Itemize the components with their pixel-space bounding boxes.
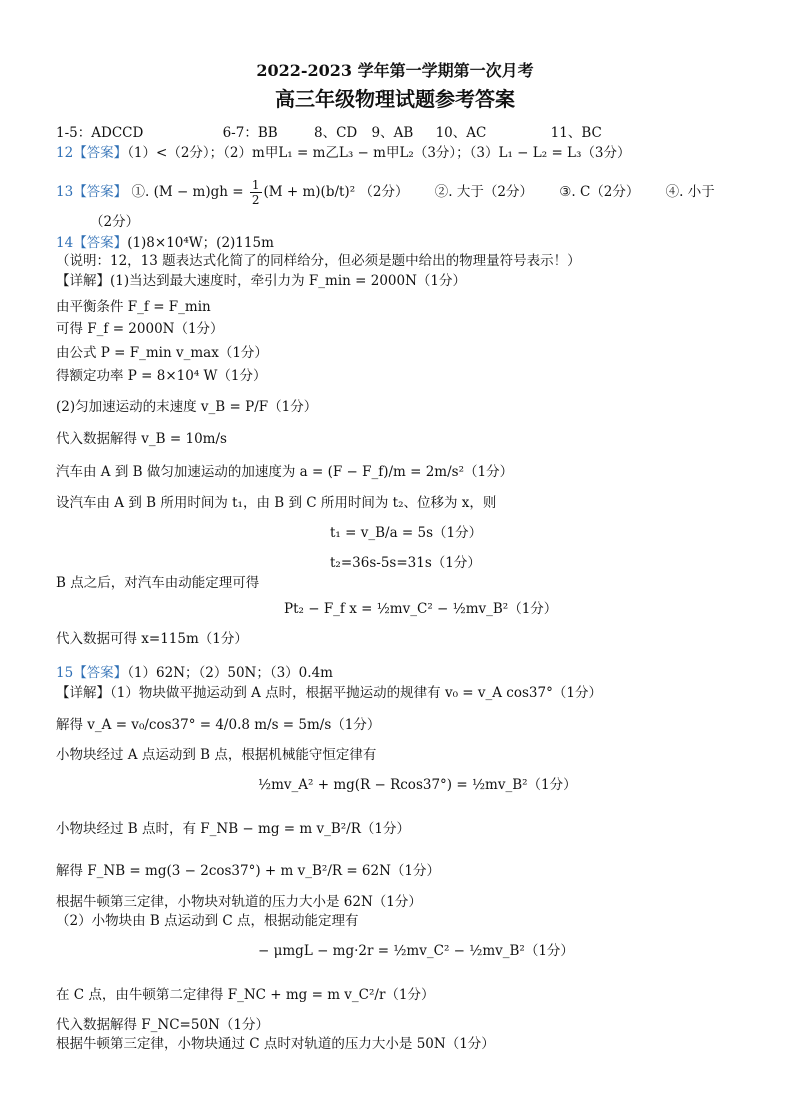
q12-text: （1）<（2分）；（2）m甲L₁ = m乙L₃ − m甲L₂（3分）；（3）L₁ − L₂ = L₃（3分） xyxy=(127,145,631,161)
q15-line: 代入数据解得 F_NC=50N（1分） xyxy=(56,1017,269,1033)
q14-line: 由平衡条件 F_f = F_min xyxy=(56,299,211,315)
q15-answer xyxy=(56,664,333,682)
mc-9: 9、AB xyxy=(371,125,414,141)
q15-line: 解得 F_NB = mg(3 − 2cos37°) + m v_B²/R = 62N（1分） xyxy=(56,863,441,879)
q13-tag: 【答案】 xyxy=(73,184,128,200)
mc-1-5: 1-5：ADCCD xyxy=(56,125,144,141)
q15-line: 根据牛顿第三定律，小物块对轨道的压力大小是 62N（1分） xyxy=(56,894,422,910)
q15-line: 【详解】（1）物块做平抛运动到 A 点时，根据平抛运动的规律有 v₀ = v_A cos37°（1分） xyxy=(56,685,602,701)
mc-11: 11、BC xyxy=(550,125,602,141)
q15-tag: 【答案】 xyxy=(73,665,128,681)
q14-line: t₁ = v_B/a = 5s（1分） xyxy=(330,525,483,541)
q14-line: (2)匀加速运动的末速度 v_B = P/F（1分） xyxy=(56,399,318,415)
q14-line: 【详解】(1)当达到最大速度时，牵引力为 F_min = 2000N（1分） xyxy=(56,273,466,289)
q14-line: 得额定功率 P = 8×10⁴ W（1分） xyxy=(56,368,267,384)
doc-subtitle: 高三年级物理试题参考答案 xyxy=(275,87,515,111)
q14-line: B 点之后，对汽车由动能定理可得 xyxy=(56,575,260,591)
q13-half-fraction: $\frac{1}{2}$ xyxy=(251,178,260,207)
q14-line: 由公式 P = F_min v_max（1分） xyxy=(56,345,268,361)
mc-6-7: 6-7：BB xyxy=(222,125,278,141)
doc-title: 2022-2023 学年第一学期第一次月考 xyxy=(256,61,534,80)
q13-part4: ④. 小于 xyxy=(665,184,715,200)
q14-line: Pt₂ − F_f x = ½mv_C² − ½mv_B²（1分） xyxy=(284,601,558,617)
q13-part1: ①. (M − m)gh = xyxy=(131,184,248,200)
q15-answer-text: （1）62N；（2）50N；（3）0.4m xyxy=(127,665,333,681)
q14-line: t₂=36s-5s=31s（1分） xyxy=(330,555,481,571)
q14-answer-text: (1)8×10⁴W；(2)115m xyxy=(127,235,274,251)
q14-line: 代入数据解得 v_B = 10m/s xyxy=(56,431,227,447)
q15-line: 在 C 点，由牛顿第二定律得 F_NC + mg = m v_C²/r（1分） xyxy=(56,987,435,1003)
q14-line: 代入数据可得 x=115m（1分） xyxy=(56,631,248,647)
q14-number: 14 xyxy=(56,235,74,251)
mc-10: 10、AC xyxy=(435,125,487,141)
q14-answer xyxy=(56,234,274,252)
q13-answer xyxy=(56,178,715,207)
q15-line: 根据牛顿第三定律，小物块通过 C 点时对轨道的压力大小是 50N（1分） xyxy=(56,1036,495,1052)
q15-line: ½mv_A² + mg(R − Rcos37°) = ½mv_B²（1分） xyxy=(258,777,577,793)
q15-number: 15 xyxy=(56,665,74,681)
q12-number: 12 xyxy=(56,145,74,161)
q15-line: − μmgL − mg·2r = ½mv_C² − ½mv_B²（1分） xyxy=(258,943,574,959)
q15-line: 小物块经过 A 点运动到 B 点，根据机械能守恒定律有 xyxy=(56,747,377,763)
mc-answers xyxy=(56,124,602,142)
q13-number: 13 xyxy=(56,184,74,200)
q15-line: 解得 v_A = v₀/cos37° = 4/0.8 m/s = 5m/s（1分） xyxy=(56,717,381,733)
q14-line: 汽车由 A 到 B 做匀加速运动的加速度为 a = (F − F_f)/m = 2m/s²（1分） xyxy=(56,464,514,480)
q13-part3: ③. C（2分） xyxy=(559,184,640,200)
q13-part2: ②. 大于（2分） xyxy=(434,184,533,200)
q14-line: 设汽车由 A 到 B 所用时间为 t₁，由 B 到 C 所用时间为 t₂、位移为 x，则 xyxy=(56,495,497,511)
q14-note: （说明：12，13 题表达式化简了的同样给分，但必须是题中给出的物理量符号表示！） xyxy=(56,253,581,269)
mc-8: 8、CD xyxy=(313,125,358,141)
q14-tag: 【答案】 xyxy=(73,235,128,251)
q13-part1b: (M + m)(b/t)² （2分） xyxy=(263,184,409,200)
q15-line: （2）小物块由 B 点运动到 C 点，根据动能定理有 xyxy=(56,913,359,929)
q12-tag: 【答案】 xyxy=(73,145,128,161)
q15-line: 小物块经过 B 点时，有 F_NB − mg = m v_B²/R（1分） xyxy=(56,821,410,837)
q14-line: 可得 F_f = 2000N（1分） xyxy=(56,321,224,337)
q12-answer xyxy=(56,144,631,162)
q13-part5: （2分） xyxy=(90,214,140,230)
